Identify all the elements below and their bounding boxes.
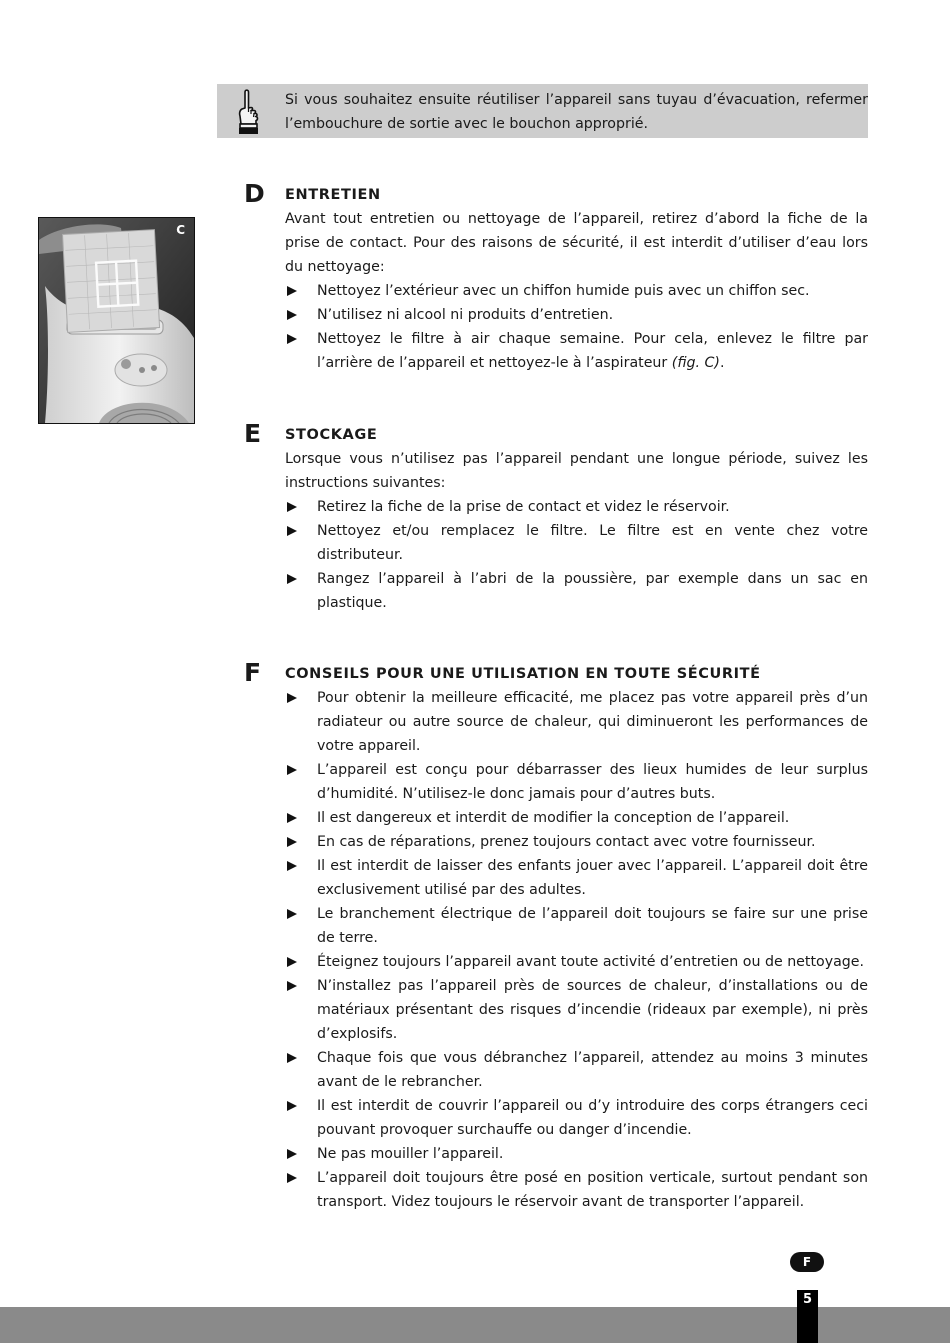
section-stockage bbox=[244, 419, 868, 615]
list-item-end: . bbox=[719, 355, 725, 371]
list-item: Nettoyez l’extérieur avec un chiffon humide puis avec un chiffon sec. bbox=[285, 279, 868, 303]
section-intro: Avant tout entretien ou nettoyage de l’appareil, retirez d’abord la fiche de la prise de contact. Pour des raisons de sécurité, il est interdit d’utiliser d’eau lors du nettoyage: bbox=[285, 211, 868, 275]
list-item: N’installez pas l’appareil près de sources de chaleur, d’installations ou de matériaux présentant des risques d’incendie (rideaux par exemple), ni près d’explosifs. bbox=[285, 974, 868, 1046]
list-item: Il est dangereux et interdit de modifier la conception de l’appareil. bbox=[285, 806, 868, 830]
list-item: Le branchement électrique de l’appareil doit toujours se faire sur une prise de terre. bbox=[285, 902, 868, 950]
list-item: Il est interdit de laisser des enfants jouer avec l’appareil. L’appareil doit être exclusivement utilisé par des adultes. bbox=[285, 854, 868, 902]
language-badge: F bbox=[790, 1252, 824, 1272]
list-item: Il est interdit de couvrir l’appareil ou d’y introduire des corps étrangers ceci pouvant provoquer surchauffe ou danger d’incendie. bbox=[285, 1094, 868, 1142]
list-item: En cas de réparations, prenez toujours contact avec votre fournisseur. bbox=[285, 830, 868, 854]
figure-c-filter-photo bbox=[38, 217, 195, 424]
list-item-text: Nettoyez le filtre à air chaque semaine. Pour cela, enlevez le filtre par l’arrière de l’appareil et nettoyez-le à l’aspirateur bbox=[317, 331, 868, 371]
section-letter: E bbox=[244, 419, 262, 448]
list-item: Éteignez toujours l’appareil avant toute activité d’entretien ou de nettoyage. bbox=[285, 950, 868, 974]
list-item: Chaque fois que vous débranchez l’appareil, attendez au moins 3 minutes avant de le rebrancher. bbox=[285, 1046, 868, 1094]
list-item: Pour obtenir la meilleure efficacité, me placez pas votre appareil près d’un radiateur ou autre source de chaleur, qui diminueront les performances de votre appareil. bbox=[285, 686, 868, 758]
section-title: ENTRETIEN bbox=[285, 187, 381, 203]
figure-label: C bbox=[176, 223, 185, 237]
note-text: Si vous souhaitez ensuite réutiliser l’appareil sans tuyau d’évacuation, refermer l’embouchure de sortie avec le bouchon approprié. bbox=[285, 92, 868, 132]
list-item: Nettoyez et/ou remplacez le filtre. Le filtre est en vente chez votre distributeur. bbox=[285, 519, 868, 567]
list-item: Rangez l’appareil à l’abri de la poussière, par exemple dans un sac en plastique. bbox=[285, 567, 868, 615]
list-item: Retirez la fiche de la prise de contact et videz le réservoir. bbox=[285, 495, 868, 519]
list-item: N’utilisez ni alcool ni produits d’entretien. bbox=[285, 303, 868, 327]
page-number: 5 bbox=[797, 1290, 818, 1343]
list-item: L’appareil est conçu pour débarrasser des lieux humides de leur surplus d’humidité. N’utilisez-le donc jamais pour d’autres buts. bbox=[285, 758, 868, 806]
list-item: L’appareil doit toujours être posé en position verticale, surtout pendant son transport. Videz toujours le réservoir avant de transporter l’appareil. bbox=[285, 1166, 868, 1214]
section-letter: F bbox=[244, 658, 262, 687]
bullet-list bbox=[285, 279, 868, 375]
list-item: Ne pas mouiller l’appareil. bbox=[285, 1142, 868, 1166]
bullet-list bbox=[285, 495, 868, 615]
list-item bbox=[285, 327, 868, 375]
section-intro: Lorsque vous n’utilisez pas l’appareil pendant une longue période, suivez les instructions suivantes: bbox=[285, 451, 868, 491]
section-letter: D bbox=[244, 179, 265, 208]
figure-reference: (fig. C) bbox=[671, 355, 720, 371]
note-box bbox=[217, 84, 868, 138]
pointing-hand-icon bbox=[235, 88, 261, 136]
section-title: CONSEILS POUR UNE UTILISATION EN TOUTE SÉCURITÉ bbox=[285, 666, 761, 682]
bullet-list bbox=[285, 686, 868, 1214]
section-entretien bbox=[244, 179, 868, 375]
section-safety-tips bbox=[244, 658, 868, 1214]
section-title: STOCKAGE bbox=[285, 427, 378, 443]
